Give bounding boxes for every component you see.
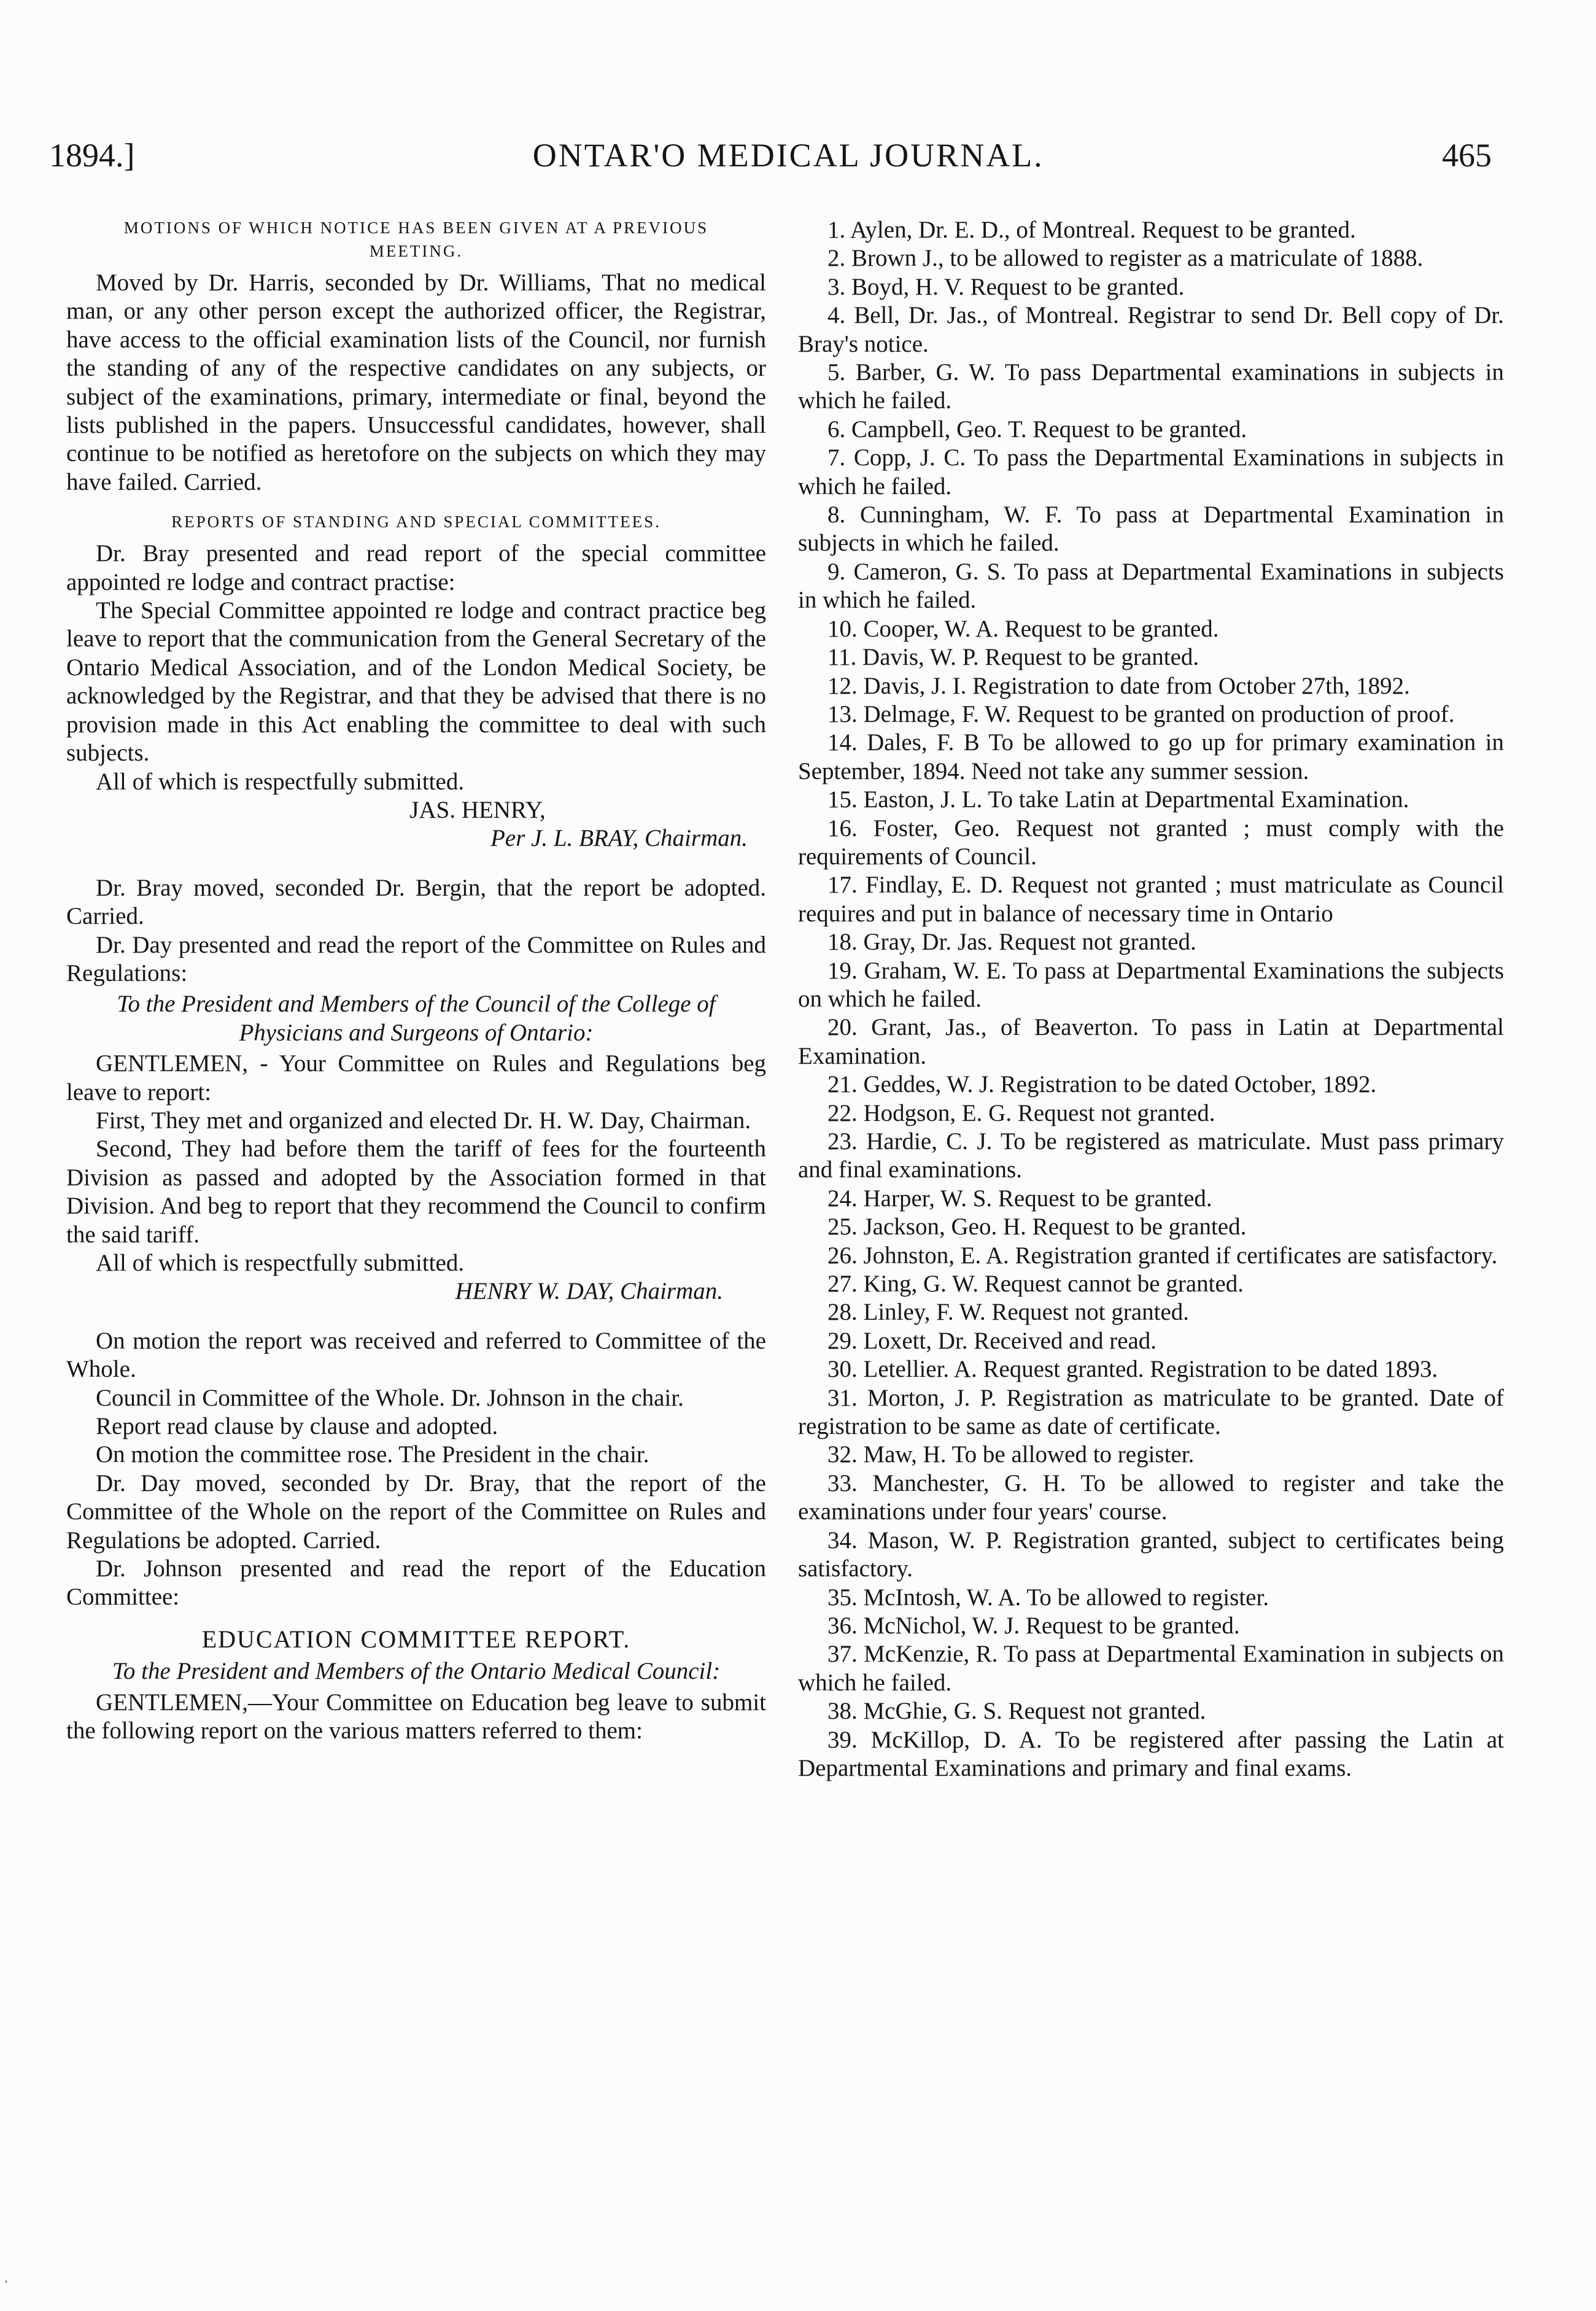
header-year: 1894.] [49,137,135,174]
paragraph: All of which is respectfully submitted. [96,768,465,795]
paragraph: Dr. Day moved, seconded by Dr. Bray, that the report of the Committee of the Whole on the report of the Committee on Rules and Regulations be adopted. Carried. [66,1469,766,1554]
paragraph: Dr. Bray moved, seconded Dr. Bergin, that the report be adopted. Carried. [66,874,766,930]
list-item: 19. Graham, W. E. To pass at Departmental Examinations the subjects on which he failed. [798,957,1504,1012]
list-item: 18. Gray, Dr. Jas. Request not granted. [827,929,1196,956]
paragraph: The Special Committee appointed re lodge and contract practice beg leave to report that the communication from the General Secretary of the Ontario Medical Association, and of the London Medical Society, be acknowledged by the Registrar, and that they be advised that there is no provision made in this Act enabling the committee to deal with such subjects. [66,597,766,767]
list-item: 14. Dales, F. B To be allowed to go up for primary examination in September, 1894. Need not take any summer session. [798,729,1504,784]
paragraph: Dr. Johnson presented and read the report of the Education Committee: [66,1555,766,1611]
list-item: 20. Grant, Jas., of Beaverton. To pass in Latin at Departmental Examination. [798,1014,1504,1069]
signature-line: JAS. HENRY, [409,796,546,823]
list-item: 5. Barber, G. W. To pass Departmental examinations in subjects in which he failed. [798,359,1504,414]
list-item: 31. Morton, J. P. Registration as matriculate to be granted. Date of registration to be same as date of certificate. [798,1384,1504,1440]
paragraph: GENTLEMEN, - Your Committee on Rules and Regulations beg leave to report: [66,1050,766,1105]
list-item: 13. Delmage, F. W. Request to be granted on production of proof. [827,700,1455,727]
list-item: 25. Jackson, Geo. H. Request to be granted. [827,1214,1247,1241]
paragraph: On motion the committee rose. The President in the chair. [96,1441,649,1468]
paragraph: Dr. Bray presented and read report of the special committee appointed re lodge and contract practise: [66,540,766,595]
list-item: 2. Brown J., to be allowed to register as a matriculate of 1888. [827,245,1424,272]
list-item: 24. Harper, W. S. Request to be granted. [827,1185,1212,1212]
left-column [66,216,766,1746]
heading-education: EDUCATION COMMITTEE REPORT. [201,1625,631,1653]
list-item: 37. McKenzie, R. To pass at Departmental Examination in subjects on which he failed. [798,1641,1504,1696]
heading-motions: MOTIONS OF WHICH NOTICE HAS BEEN GIVEN AT A PREVIOUS MEETING. [123,219,709,260]
heading-reports: REPORTS OF STANDING AND SPECIAL COMMITTEES. [171,513,661,532]
list-item: 26. Johnston, E. A. Registration granted if certificates are satisfactory. [827,1242,1498,1269]
paragraph: Second, They had before them the tariff of fees for the fourteenth Division as passed and adopted by the Association formed in that Division. And beg to report that they recommend the Council to confirm the said tariff. [66,1136,766,1248]
list-item: 23. Hardie, C. J. To be registered as matriculate. Must pass primary and final examinations. [798,1128,1504,1183]
list-item: 10. Cooper, W. A. Request to be granted. [827,615,1219,642]
list-item: 35. McIntosh, W. A. To be allowed to register. [827,1584,1269,1611]
list-item: 39. McKillop, D. A. To be registered after passing the Latin at Departmental Examinations and primary and final exams. [798,1726,1504,1781]
list-item: 32. Maw, H. To be allowed to register. [827,1441,1195,1468]
list-item: 33. Manchester, G. H. To be allowed to register and take the examinations under four years' course. [798,1469,1504,1525]
header-page-number: 465 [1442,137,1492,174]
list-item: 36. McNichol, W. J. Request to be granted. [827,1612,1240,1639]
list-item: 9. Cameron, G. S. To pass at Departmental Examinations in subjects in which he failed. [798,558,1504,614]
address-line: To the President and Members of the Ontario Medical Council: [112,1658,721,1685]
signature-line: Per J. L. BRAY, Chairman. [490,825,748,852]
list-item: 38. McGhie, G. S. Request not granted. [827,1698,1206,1725]
list-item: 22. Hodgson, E. G. Request not granted. [827,1099,1215,1126]
running-header [49,136,1492,185]
list-item: 12. Davis, J. I. Registration to date from October 27th, 1892. [827,672,1410,699]
paragraph: First, They met and organized and elected Dr. H. W. Day, Chairman. [96,1107,751,1134]
paragraph: Report read clause by clause and adopted. [96,1413,498,1440]
header-journal-title: ONTAR'O MEDICAL JOURNAL. [532,137,1044,174]
right-column [798,216,1504,1783]
list-item: 28. Linley, F. W. Request not granted. [827,1299,1190,1326]
paragraph: On motion the report was received and referred to Committee of the Whole. [66,1327,766,1383]
list-item: 1. Aylen, Dr. E. D., of Montreal. Request to be granted. [827,217,1356,243]
list-item: 27. King, G. W. Request cannot be granted. [827,1271,1244,1298]
list-item: 11. Davis, W. P. Request to be granted. [827,644,1199,671]
list-item: 34. Mason, W. P. Registration granted, subject to certificates being satisfactory. [798,1527,1504,1582]
list-item: 16. Foster, Geo. Request not granted ; must comply with the requirements of Council. [798,815,1504,870]
paragraph: Dr. Day presented and read the report of the Committee on Rules and Regulations: [66,931,766,986]
list-item: 30. Letellier. A. Request granted. Registration to be dated 1893. [827,1356,1438,1383]
list-item: 21. Geddes, W. J. Registration to be dated October, 1892. [827,1071,1377,1098]
paragraph: Council in Committee of the Whole. Dr. Johnson in the chair. [96,1384,684,1411]
paragraph: Moved by Dr. Harris, seconded by Dr. Williams, That no medical man, or any other person except the authorized officer, the Registrar, have access to the official examination lists of the Council, nor furnish the standing of any of the respective candidates on any subjects, or subject of the examinations, primary, intermediate or final, beyond the lists published in the papers. Unsuccessful candidates, however, shall continue to be notified as heretofore on the subjects on which they may have failed. Carried. [66,269,766,495]
address-line: To the President and Members of the Council of the College of Physicians and Surgeons of Ontario: [117,991,716,1046]
list-item: 15. Easton, J. L. To take Latin at Departmental Examination. [827,786,1409,813]
list-item: 7. Copp, J. C. To pass the Departmental Examinations in subjects in which he failed. [798,444,1504,500]
paragraph: All of which is respectfully submitted. [96,1250,465,1276]
list-item: 3. Boyd, H. V. Request to be granted. [827,273,1185,300]
list-item: 29. Loxett, Dr. Received and read. [827,1327,1157,1354]
scan-mark: · [4,2274,9,2290]
list-item: 4. Bell, Dr. Jas., of Montreal. Registrar to send Dr. Bell copy of Dr. Bray's notice. [798,302,1504,357]
paragraph: GENTLEMEN,—Your Committee on Education beg leave to submit the following report on the various matters referred to them: [66,1689,766,1744]
list-item: 6. Campbell, Geo. T. Request to be granted. [827,416,1247,443]
list-item: 17. Findlay, E. D. Request not granted ; must matriculate as Council requires and put in balance of necessary time in Ontario [798,872,1504,927]
list-item: 8. Cunningham, W. F. To pass at Departmental Examination in subjects in which he failed. [798,501,1504,557]
signature-line: HENRY W. DAY, Chairman. [455,1278,723,1305]
